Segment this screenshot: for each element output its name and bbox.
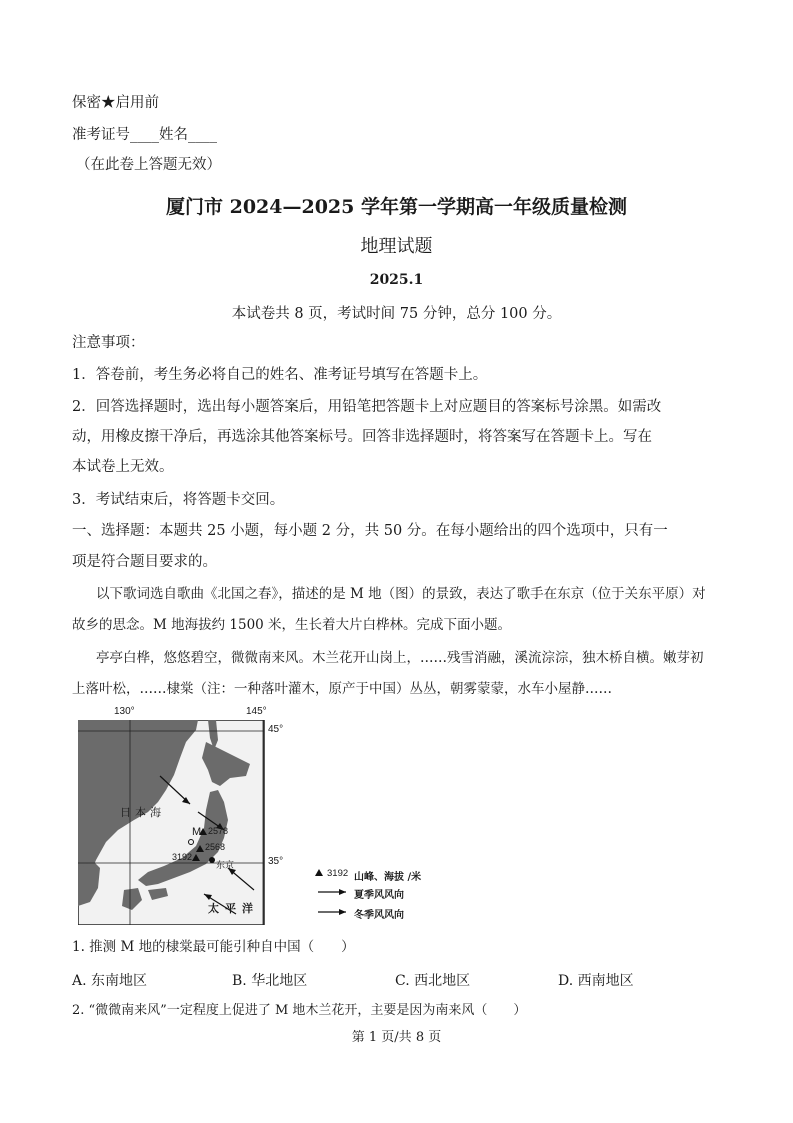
peak-3192-label: 3192 [172, 852, 193, 862]
exam-title: 厦门市 2024—2025 学年第一学期高一年级质量检测 [166, 196, 627, 218]
q1-option-c[interactable]: C. 西北地区 [395, 973, 471, 989]
q1-option-a[interactable]: A. 东南地区 [72, 973, 148, 989]
lon-130-label: 130° [114, 706, 135, 717]
lon-145-label: 145° [246, 706, 267, 717]
m-label: M [192, 826, 202, 838]
lat-35-label: 35° [268, 856, 284, 867]
question-2-stem: 2. “微微南来风”一定程度上促进了 M 地木兰花开，主要是因为南来风（ ） [72, 1003, 527, 1018]
secret-label: 保密★启用前 [72, 95, 159, 111]
section-1-line2: 项是符合题目要求的。 [72, 554, 217, 570]
tokyo-point-icon [209, 857, 215, 863]
notice-item-1: 1．答卷前，考生务必将自己的姓名、准考证号填写在答题卡上。 [72, 367, 488, 383]
peak-2578-label: 2578 [208, 826, 229, 836]
passage-2-line1: 亭亭白桦，悠悠碧空，微微南来风。木兰花开山岗上，……残雪消融，溪流淙淙，独木桥自横。嫩芽初 [96, 650, 704, 666]
ocean-label: 太平洋 [208, 902, 259, 915]
q1-option-b[interactable]: B. 华北地区 [232, 973, 308, 989]
notice-item-2-line1: 2．回答选择题时，选出每小题答案后，用铅笔把答题卡上对应题目的答案标号涂黑。如需改 [72, 399, 662, 415]
passage-1-line2: 故乡的思念。M 地海拔约 1500 米，生长着大片白桦林。完成下面小题。 [72, 617, 512, 633]
lat-45-label: 45° [268, 724, 284, 735]
passage-1-line1: 以下歌词选自歌曲《北国之春》，描述的是 M 地（图）的景致，表达了歌手在东京（位于关东平原）对 [96, 586, 706, 602]
sea-label: 日本海 [120, 806, 165, 819]
exam-date: 2025.1 [369, 272, 424, 288]
passage-2-line2: 上落叶松，……棣棠（注：一种落叶灌木，原产于中国）丛丛，朝雾蒙蒙，水车小屋静…… [72, 681, 612, 697]
question-1-stem: 1. 推测 M 地的棣棠最可能引种自中国（ ） [72, 939, 355, 955]
legend-summer-label: 夏季风风向 [354, 890, 404, 901]
notice-item-3: 3．考试结束后，将答题卡交回。 [72, 492, 285, 508]
notice-item-2-line2: 动，用橡皮擦干净后，再选涂其他答案标号。回答非选择题时，将答案写在答题卡上。写在 [72, 429, 652, 445]
tokyo-label: 东京 [216, 861, 235, 871]
peak-2568-label: 2568 [205, 842, 226, 852]
legend-peak-icon [315, 869, 323, 876]
notice-item-2-line3: 本试卷上无效。 [72, 459, 174, 475]
legend-peak-value: 3192 [327, 868, 349, 879]
notice-heading: 注意事项： [72, 335, 145, 351]
invalid-note: （在此卷上答题无效） [76, 157, 221, 173]
japan-map [78, 706, 443, 925]
section-1-line1: 一、选择题：本题共 25 小题，每小题 2 分，共 50 分。在每小题给出的四个选项中，只有一 [72, 523, 668, 539]
legend-winter-label: 冬季风风向 [354, 910, 404, 921]
candidate-info: 准考证号____姓名____ [72, 127, 217, 143]
page-footer: 第 1 页/共 8 页 [351, 1030, 442, 1045]
exam-info: 本试卷共 8 页，考试时间 75 分钟，总分 100 分。 [231, 306, 562, 322]
q1-option-d[interactable]: D. 西南地区 [558, 973, 634, 989]
exam-subject: 地理试题 [360, 236, 433, 257]
legend-peak-label: 山峰、海拔 /米 [354, 872, 422, 883]
